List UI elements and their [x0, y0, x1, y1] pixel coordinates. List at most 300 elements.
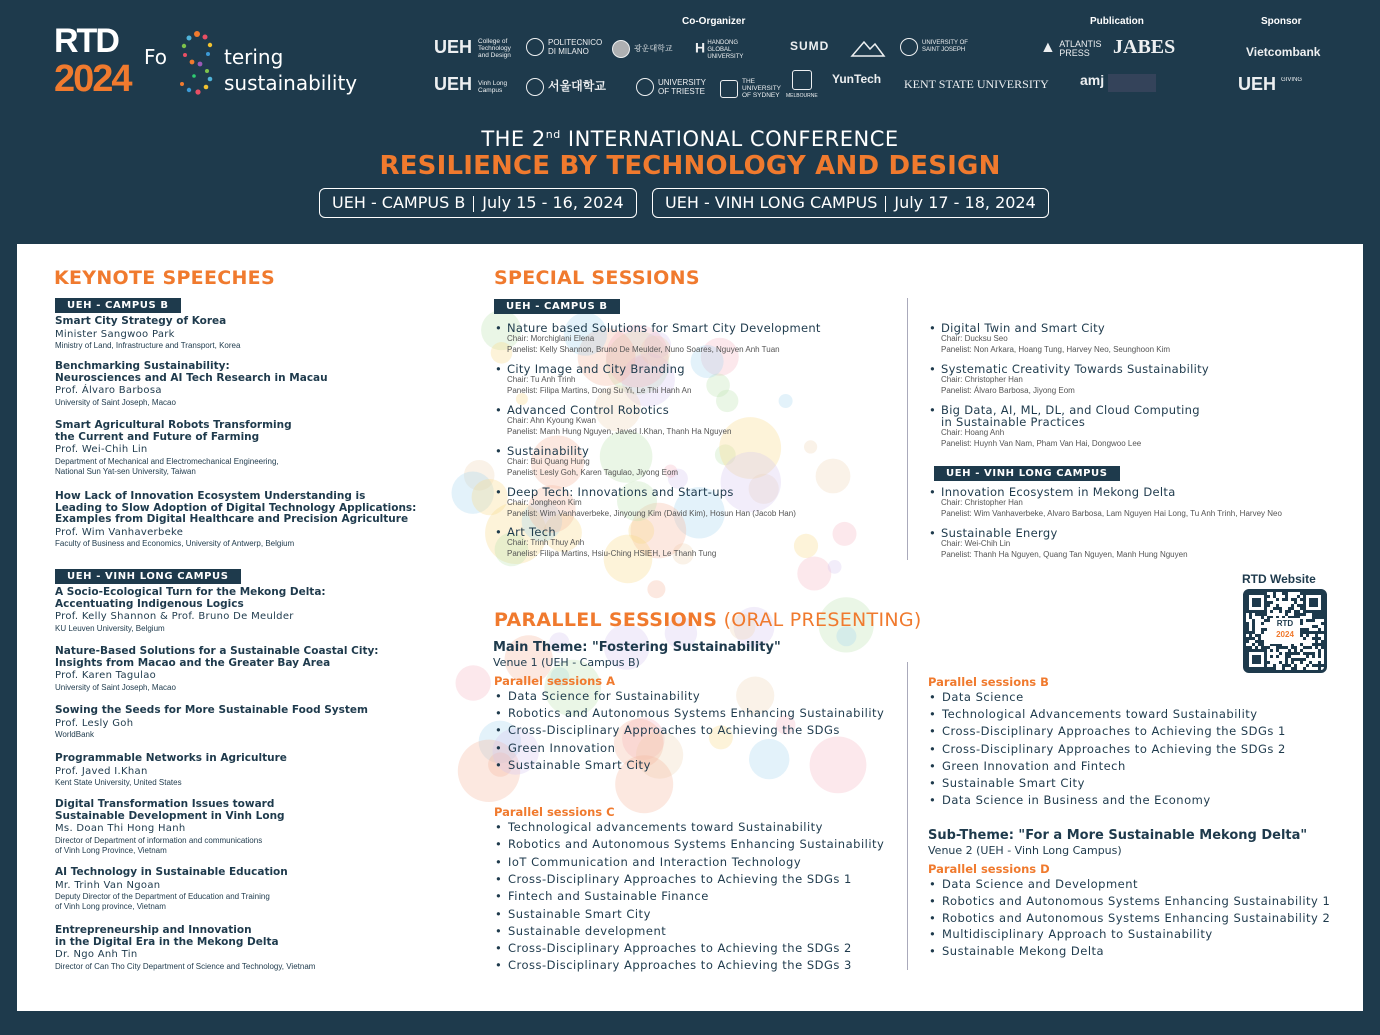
qr-module [1252, 637, 1255, 640]
parallel-session-item: • Sustainable Smart City [508, 759, 651, 772]
special-session-panelist: Panelist: Kelly Shannon, Bruno De Meulder, Nuno Soares, Nguyen Anh Tuan [507, 345, 780, 354]
qr-module [1246, 640, 1249, 643]
qr-module [1285, 595, 1288, 598]
keynote-affiliation: KU Leuven University, Belgium [55, 623, 165, 633]
melbourne-logo [786, 70, 818, 101]
qr-module [1303, 658, 1306, 661]
qr-module [1264, 646, 1267, 649]
qr-module [1309, 631, 1312, 634]
qr-module [1318, 613, 1321, 616]
kwangwoon-logo [612, 40, 673, 58]
parallel-session-item: • Cross-Disciplinary Approaches to Achieving the SDGs 2 [508, 942, 852, 955]
decorative-bubble [804, 440, 817, 453]
snu-seal-icon [526, 78, 544, 96]
header-banner [0, 0, 1380, 244]
qr-module [1288, 649, 1291, 652]
qr-module [1297, 595, 1300, 598]
qr-module [1312, 613, 1315, 616]
vietcombank-logo: Vietcombank [1246, 45, 1321, 59]
keynote-title: Benchmarking Sustainability: [55, 360, 230, 372]
rtd-logo-year: 2024 [54, 58, 131, 100]
conf-title-pre: THE 2 [481, 127, 546, 151]
decorative-bubble [472, 479, 508, 515]
usj-text: UNIVERSITY OF SAINT JOSEPH [922, 40, 968, 53]
qr-module [1321, 646, 1324, 649]
keynote-affiliation: WorldBank [55, 730, 94, 739]
qr-module [1306, 664, 1309, 667]
keynote-speaker: Minister Sangwoo Park [55, 328, 175, 340]
conf-title-sup: nd [545, 128, 561, 141]
special-session-title: • Sustainability [507, 445, 589, 458]
qr-module [1300, 622, 1303, 625]
qr-module [1315, 616, 1318, 619]
parallel-session-item: • Robotics and Autonomous Systems Enhancing Sustainability 2 [942, 912, 1330, 925]
parallel-heading-bold: PARALLEL SESSIONS [494, 609, 718, 631]
keynote-title: Examples from Digital Healthcare and Precision Agriculture [55, 513, 409, 525]
keynote-affiliation: Director of Can Tho City Department of Science and Technology, Vietnam [55, 961, 316, 971]
qr-module [1276, 655, 1279, 658]
qr-module [1285, 610, 1288, 613]
melbourne-text: MELBOURNE [786, 93, 818, 99]
parallel-session-item: • Robotics and Autonomous Systems Enhancing Sustainability [508, 838, 884, 851]
special-heading: SPECIAL SESSIONS [494, 267, 700, 289]
keynote-title: AI Technology in Sustainable Education [55, 866, 288, 878]
keynote-title: the Current and Future of Farming [55, 430, 260, 443]
fostering-dots-logo-icon [172, 28, 222, 98]
special-session-chair: Chair: Christopher Han [941, 375, 1023, 384]
qr-module [1312, 664, 1315, 667]
qr-module [1261, 613, 1264, 616]
qr-module [1285, 661, 1288, 664]
special-session-title: • City Image and City Branding [507, 363, 685, 376]
usj-seal-icon [900, 38, 918, 56]
amj-logo: amj [1080, 72, 1105, 88]
campus-b-name: UEH - CAMPUS B [332, 193, 466, 212]
qr-module [1303, 628, 1306, 631]
parallel-session-item: • Sustainable Smart City [942, 777, 1085, 790]
qr-module [1312, 625, 1315, 628]
qr-module [1291, 646, 1294, 649]
qr-module [1285, 598, 1288, 601]
qr-module [1267, 646, 1270, 649]
special-session-title: • Nature based Solutions for Smart City Development [507, 322, 821, 335]
qr-module [1279, 607, 1282, 610]
decorative-bubble [721, 452, 781, 512]
qr-module [1306, 646, 1309, 649]
qr-module [1291, 607, 1294, 610]
qr-module [1309, 619, 1312, 622]
qr-module [1321, 643, 1324, 646]
qr-module [1252, 643, 1255, 646]
keynote-affiliation: of Vinh Long Province, Vietnam [55, 845, 167, 855]
qr-module [1252, 622, 1255, 625]
qr-module [1285, 652, 1288, 655]
qr-module [1312, 616, 1315, 619]
qr-module [1252, 628, 1255, 631]
qr-module [1321, 616, 1324, 619]
decorative-bubble [833, 522, 857, 546]
parallel-session-item: • Data Science in Business and the Economy [942, 794, 1211, 807]
special-session-chair: Chair: Morchiglani Elena [507, 334, 595, 343]
qr-module [1258, 637, 1261, 640]
keynote-title: How Lack of Innovation Ecosystem Understanding is [55, 490, 366, 502]
qr-module [1273, 667, 1276, 670]
vinh-long-name: UEH - VINH LONG CAMPUS [665, 193, 878, 212]
qr-module [1300, 598, 1303, 601]
keynote-speaker: Dr. Ngo Anh Tin [55, 949, 138, 960]
keynote-affiliation: Ministry of Land, Infrastructure and Transport, Korea [55, 341, 241, 350]
qr-module [1285, 613, 1288, 616]
qr-module [1261, 640, 1264, 643]
trieste-text: UNIVERSITY OF TRIESTE [658, 78, 706, 96]
parallel-session-item: • Sustainable development [508, 925, 666, 938]
trieste-seal-icon [636, 78, 654, 96]
qr-module [1294, 649, 1297, 652]
keynote-speaker: Prof. Álvaro Barbosa [55, 385, 162, 396]
decorative-bubble [456, 665, 491, 700]
parallel-heading [494, 609, 922, 631]
qr-module [1270, 649, 1273, 652]
qr-module [1282, 667, 1285, 670]
kwangwoon-seal-icon [612, 40, 630, 58]
qr-module [1318, 631, 1321, 634]
special-session-chair: Chair: Tu Anh Trinh [507, 375, 576, 384]
special-session-title: • Innovation Ecosystem in Mekong Delta [941, 486, 1176, 499]
keynote-heading: KEYNOTE SPEECHES [54, 267, 275, 289]
special-divider [907, 298, 908, 560]
qr-module [1279, 661, 1282, 664]
qr-module [1282, 598, 1285, 601]
qr-module [1309, 661, 1312, 664]
special-session-title: • Systematic Creativity Towards Sustainability [941, 363, 1209, 376]
qr-module [1273, 607, 1276, 610]
qr-module [1246, 631, 1249, 634]
qr-module [1315, 643, 1318, 646]
special-session-title: • Sustainable Energy [941, 527, 1058, 540]
qr-module [1309, 646, 1312, 649]
parallel-session-heading: Parallel sessions D [928, 862, 1050, 876]
qr-module [1321, 640, 1324, 643]
parallel-session-item: • Fintech and Sustainable Finance [508, 890, 709, 903]
keynote-title: Sowing the Seeds for More Sustainable Food System [55, 704, 368, 716]
special-session-chair: Chair: Ahn Kyoung Kwan [507, 416, 596, 425]
qr-module [1249, 631, 1252, 634]
special-session-title: in Sustainable Practices [941, 415, 1086, 429]
parallel-session-item: • Data Science and Development [942, 878, 1138, 891]
yuntech-logo: YunTech [832, 72, 882, 86]
qr-module [1288, 655, 1291, 658]
qr-module [1264, 613, 1267, 616]
decorative-bubble [816, 459, 851, 494]
qr-module [1267, 667, 1270, 670]
qr-module [1288, 664, 1291, 667]
keynote-speaker: Prof. Javed I.Khan [55, 765, 148, 777]
parallel-session-item: • Cross-Disciplinary Approaches to Achieving the SDGs 1 [508, 873, 852, 886]
qr-module [1288, 652, 1291, 655]
special-session-title: • Advanced Control Robotics [507, 404, 669, 417]
qr-module [1288, 607, 1291, 610]
qr-module [1282, 592, 1285, 595]
qr-module [1261, 631, 1264, 634]
keynote-title: Entrepreneurship and Innovation [55, 924, 252, 936]
snu-logo [526, 78, 606, 96]
qr-module [1312, 619, 1315, 622]
parallel-session-heading: Parallel sessions C [494, 805, 615, 819]
qr-module [1252, 598, 1261, 607]
qr-module [1258, 643, 1261, 646]
ueh-vinh-long-text: Vinh Long Campus [478, 80, 508, 94]
qr-module [1261, 643, 1264, 646]
ueh-vinh-long-logo: UEH [434, 74, 473, 94]
special-session-title: • Big Data, AI, ML, DL, and Cloud Computing [941, 404, 1200, 417]
qr-module [1294, 658, 1297, 661]
qr-module [1276, 646, 1279, 649]
qr-module [1279, 610, 1282, 613]
qr-module [1285, 658, 1288, 661]
qr-module [1306, 631, 1309, 634]
qr-module [1273, 595, 1276, 598]
qr-module [1294, 610, 1297, 613]
parallel-session-item: • Green Innovation and Fintech [942, 760, 1126, 773]
qr-module [1291, 661, 1294, 664]
qr-module [1300, 628, 1303, 631]
qr-module [1297, 604, 1300, 607]
special-session-panelist: Panelist: Non Arkara, Hoang Tung, Harvey Neo, Seunghoon Kim [941, 345, 1171, 354]
sydney-crest-icon [720, 80, 738, 98]
parallel-session-item: • Data Science [942, 691, 1024, 704]
qr-module [1285, 646, 1288, 649]
qr-module [1282, 646, 1285, 649]
tagline-fo: Fo [144, 45, 168, 69]
qr-module [1252, 655, 1261, 664]
qr-module [1321, 613, 1324, 616]
separator [885, 196, 886, 212]
qr-module [1261, 622, 1264, 625]
special-session-panelist: Panelist: Huynh Van Nam, Pham Van Hai, Dongwoo Lee [941, 439, 1142, 448]
parallel-session-heading: Parallel sessions A [494, 674, 616, 688]
tagline-sustainability: sustainability [224, 71, 358, 95]
sydney-logo [720, 78, 782, 99]
keynote-speaker: Ms. Doan Thi Hong Hanh [55, 823, 186, 834]
qr-module [1255, 646, 1258, 649]
special-session-panelist: Panelist: Thanh Ha Nguyen, Quang Tan Nguyen, Manh Hung Nguyen [941, 550, 1188, 559]
qr-module [1294, 652, 1297, 655]
qr-module [1318, 643, 1321, 646]
keynote-affiliation: of Vinh Long province, Vietnam [55, 902, 166, 911]
keynote-vinh-long-badge: UEH - VINH LONG CAMPUS [55, 569, 241, 584]
qr-module [1276, 649, 1279, 652]
decorative-bubble [797, 557, 831, 591]
qr-module [1246, 625, 1249, 628]
qr-module [1291, 598, 1294, 601]
melbourne-crest-icon [792, 70, 812, 90]
qr-module [1249, 634, 1252, 637]
conference-edition-title [0, 127, 1380, 151]
qr-module [1300, 643, 1303, 646]
rtd-website-label: RTD Website [1242, 572, 1316, 586]
handong-logo [695, 40, 763, 61]
decorative-bubble [794, 534, 818, 558]
qr-module [1318, 637, 1321, 640]
special-vinh-long-badge: UEH - VINH LONG CAMPUS [934, 466, 1120, 481]
qr-year-text: 2024 [1276, 630, 1294, 639]
keynote-affiliation: Director of Department of information and communications [55, 835, 263, 845]
ueh-ctd-logo-text: College of Technology and Design [478, 38, 511, 59]
qr-module [1300, 607, 1303, 610]
qr-module [1300, 661, 1303, 664]
qr-module [1285, 655, 1288, 658]
parallel-session-item: • Multidisciplinary Approach to Sustainability [942, 928, 1213, 941]
special-session-chair: Chair: Hoang Anh [941, 428, 1005, 437]
qr-module [1300, 631, 1303, 634]
qr-module [1285, 592, 1288, 595]
parallel-session-item: • IoT Communication and Interaction Technology [508, 856, 801, 869]
parallel-session-item: • Cross-Disciplinary Approaches to Achieving the SDGs 2 [942, 743, 1286, 756]
tagline-tering: tering [224, 45, 284, 69]
amj-banner [1108, 74, 1156, 92]
qr-module [1321, 631, 1324, 634]
qr-module [1246, 622, 1249, 625]
qr-module [1306, 628, 1309, 631]
special-session-panelist: Panelist: Álvaro Barbosa, Jiyong Eom [941, 386, 1075, 395]
qr-module [1282, 664, 1285, 667]
special-session-chair: Chair: Bui Quang Hung [507, 457, 590, 466]
keynote-title: A Socio-Ecological Turn for the Mekong Delta: [55, 586, 326, 598]
qr-module [1318, 667, 1321, 670]
separator [473, 196, 474, 212]
campus-b-date-box [319, 188, 637, 218]
keynote-title: in the Digital Era in the Mekong Delta [55, 935, 279, 948]
campus-b-date: July 15 - 16, 2024 [482, 193, 624, 212]
qr-module [1318, 649, 1321, 652]
snu-text: 서울대학교 [548, 79, 606, 94]
content-panel [17, 244, 1363, 1011]
qr-module [1273, 592, 1276, 595]
parallel-session-item: • Green Innovation [508, 742, 615, 755]
giving-logo: GIVING [1281, 77, 1303, 83]
keynote-title: Neurosciences and AI Tech Research in Macau [55, 371, 328, 384]
qr-module [1297, 610, 1300, 613]
qr-module [1270, 655, 1273, 658]
vinh-long-date-box [652, 188, 1049, 218]
keynote-title: Smart Agricultural Robots Transforming [55, 419, 292, 431]
qr-module [1318, 616, 1321, 619]
qr-module [1249, 613, 1252, 616]
qr-module [1267, 595, 1270, 598]
qr-module [1276, 604, 1279, 607]
qr-module [1279, 652, 1282, 655]
qr-module [1294, 613, 1297, 616]
qr-module [1285, 664, 1288, 667]
keynote-title: Sustainable Development in Vinh Long [55, 809, 285, 822]
special-session-chair: Chair: Ducksu Seo [941, 334, 1008, 343]
decorative-bubble [810, 737, 867, 794]
keynote-title: Digital Transformation Issues toward [55, 798, 275, 810]
qr-module [1291, 658, 1294, 661]
qr-module [1288, 610, 1291, 613]
qr-module [1309, 652, 1312, 655]
qr-module [1312, 643, 1315, 646]
qr-module [1252, 625, 1255, 628]
qr-module [1267, 661, 1270, 664]
qr-module [1255, 613, 1258, 616]
qr-module [1312, 637, 1315, 640]
special-session-panelist: Panelist: Wim Vanhaverbeke, Alvaro Barbosa, Lam Nguyen Hai Long, Tu Anh Trinh, Harvey Neo [941, 509, 1282, 518]
keynote-speaker: Prof. Kelly Shannon & Prof. Bruno De Meulder [55, 611, 294, 622]
polimi-logo [526, 38, 603, 56]
qr-module [1300, 634, 1303, 637]
qr-module [1279, 646, 1282, 649]
qr-module [1249, 616, 1252, 619]
qr-module [1303, 667, 1306, 670]
polimi-text: POLITECNICO DI MILANO [548, 38, 603, 56]
special-session-title: • Deep Tech: Innovations and Start-ups [507, 486, 734, 499]
vinh-long-date: July 17 - 18, 2024 [894, 193, 1036, 212]
decorative-bubble [828, 560, 842, 574]
special-session-panelist: Panelist: Manh Hung Nguyen, Javed I.Khan, Thanh Ha Nguyen [507, 427, 732, 436]
qr-module [1303, 652, 1306, 655]
sydney-text: THE UNIVERSITY OF SYDNEY [742, 78, 781, 99]
atlantis-mark-icon: ▲ [1040, 39, 1056, 57]
qr-module [1300, 592, 1303, 595]
publication-label: Publication [1090, 16, 1144, 27]
qr-module [1318, 661, 1321, 664]
qr-module [1315, 613, 1318, 616]
qr-module [1315, 646, 1318, 649]
qr-module [1315, 631, 1318, 634]
qr-module [1300, 613, 1303, 616]
ueh-logo: UEH [434, 37, 473, 57]
rtd-logo-text: RTD [54, 22, 118, 60]
parallel-session-item: • Data Science for Sustainability [508, 690, 700, 703]
special-session-panelist: Panelist: Filipa Martins, Dong Su Yi, Le Thi Hanh An [507, 386, 692, 395]
trieste-logo [636, 78, 706, 96]
qr-module [1312, 631, 1315, 634]
special-session-panelist: Panelist: Wim Vanhaverbeke, Jinyoung Kim (David Kim), Hosun Han (Jacob Han) [507, 509, 796, 518]
qr-module [1303, 646, 1306, 649]
handong-text: HANDONG GLOBAL UNIVERSITY [707, 40, 744, 60]
qr-module [1315, 664, 1318, 667]
special-session-panelist: Panelist: Lesly Goh, Karen Tagulao, Jiyong Eom [507, 468, 679, 477]
qr-module [1300, 649, 1303, 652]
parallel-session-item: • Robotics and Autonomous Systems Enhancing Sustainability 1 [942, 895, 1330, 908]
keynote-affiliation: Deputy Director of the Department of Education and Training [55, 892, 270, 901]
keynote-title: Nature-Based Solutions for a Sustainable Coastal City: [55, 645, 379, 657]
qr-module [1297, 652, 1300, 655]
qr-module [1291, 604, 1294, 607]
keynote-title: Accentuating Indigenous Logics [55, 597, 244, 610]
qr-module [1309, 598, 1318, 607]
qr-rtd-text: RTD [1276, 619, 1294, 628]
sub-theme: Sub-Theme: "For a More Sustainable Mekong Delta" [928, 828, 1308, 843]
kent-state-logo: KENT STATE UNIVERSITY [904, 77, 1049, 91]
content-inner [17, 244, 1363, 1011]
parallel-divider [907, 662, 908, 970]
qr-module [1306, 652, 1309, 655]
rtd-website-qr-code[interactable] [1243, 589, 1327, 673]
qr-module [1321, 622, 1324, 625]
qr-module [1303, 637, 1306, 640]
qr-module [1297, 613, 1300, 616]
parallel-session-item: • Sustainable Smart City [508, 908, 651, 921]
parallel-session-item: • Sustainable Mekong Delta [942, 945, 1104, 958]
kwangwoon-text: 광운대학교 [634, 44, 673, 54]
parallel-session-item: • Robotics and Autonomous Systems Enhancing Sustainability [508, 707, 884, 720]
parallel-session-item: • Technological advancements toward Sustainability [508, 821, 823, 834]
qr-module [1303, 631, 1306, 634]
polimi-seal-icon [526, 38, 544, 56]
qr-module [1294, 598, 1297, 601]
